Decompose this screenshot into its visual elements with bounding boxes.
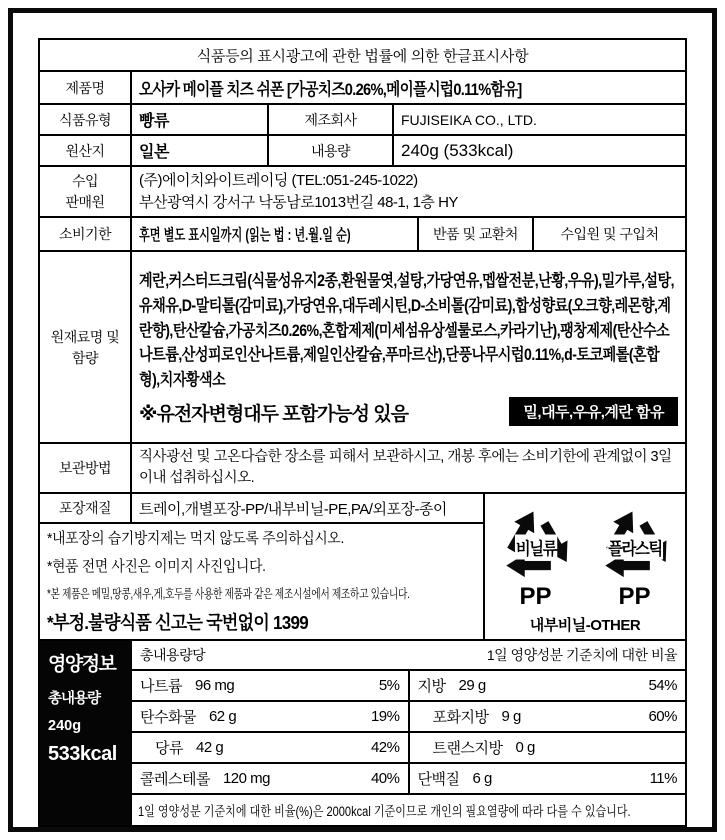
manufacturer-label: 제조회사 — [267, 105, 392, 134]
main-table — [38, 38, 687, 641]
expiry-value: 후면 별도 표시일까지 (읽는 법 : 년.월.일 순) — [139, 227, 351, 244]
manufacturer-value: FUJISEIKA CO., LTD. — [392, 105, 685, 134]
note-photo: *현품 전면 사진은 이미지 사진입니다. — [47, 558, 266, 576]
gmo-row — [139, 397, 678, 426]
recycling-code-vinyl: PP — [519, 583, 552, 611]
title-row — [40, 40, 685, 70]
bottom-left-column — [40, 494, 483, 639]
nutrient-saturated-fat: 포화지방 9 g 60% — [432, 708, 677, 727]
nutrient-cholesterol: 콜레스테롤 120 mg 40% — [132, 764, 410, 793]
packaging-value: 트레이,개별포장-PP/내부비닐-PE,PA/외포장-종이 — [130, 494, 483, 522]
bottom-row — [40, 492, 685, 639]
product-row — [40, 70, 685, 103]
ingredients-text: 계란,커스터드크림(식물성유지2종,환원물엿,설탕,가당연유,멥쌀전분,난황,우유),밀가루,설탕,유채유,D-말티톨(감미료),가당연유,대두레시틴,D-소비톨(감미료),합성향료(오크향,레몬향,계란향),탄산칼슘,가공치즈0.26%,혼합제제(미세섬유상셀룰로스,카라기난),팽창제제(탄산수소나트륨,산성피로인산나트륨,제일인산칼슘,푸마르산),단풍나무시럽0.11%,d-토코페롤(혼합형),치자황색소 — [139, 272, 675, 390]
label-content — [38, 38, 687, 827]
ingredients-cell — [130, 252, 685, 442]
food-type-row — [40, 103, 685, 134]
recycling-code-plastic: PP — [618, 583, 651, 611]
product-name-label: 제품명 — [65, 79, 105, 96]
origin-row — [40, 134, 685, 165]
recycling-triangle-icon — [587, 498, 682, 584]
nutrition-per-label: 총내용량당 — [140, 647, 206, 664]
packaging-label: 포장재질 — [58, 500, 112, 517]
gmo-notice: ※유전자변형대두 포함가능성 있음 — [139, 403, 408, 425]
importer-company: (주)에이치와이트레이딩 (TEL:051-245-1022) — [139, 172, 418, 189]
note-facility: *본 제품은 메밀,땅콩,새우,게,호두를 사용한 제품과 같은 제조시설에서 제조하고 있습니다. — [47, 586, 410, 601]
recycling-mark-vinyl — [487, 498, 584, 609]
note-report-hotline: *부정.불량식품 신고는 국번없이 1399 — [47, 611, 308, 633]
packaging-row — [40, 494, 483, 524]
recycling-triangle-icon — [488, 498, 583, 584]
nutrition-body — [132, 641, 685, 825]
nutrition-row-cholesterol-protein — [132, 764, 685, 795]
net-content-value: 240g (533kcal) — [392, 136, 685, 165]
nutrition-header: 영양정보 — [48, 654, 116, 676]
product-name-value: 오사카 메이플 치즈 쉬폰 [가공치즈0.26%,메이플시럽0.11%함유] — [139, 80, 522, 99]
nutrition-table — [38, 641, 687, 827]
recycling-material-vinyl: 비닐류 — [514, 535, 556, 560]
nutrition-total-label: 총내용량 — [48, 691, 101, 708]
purchase-source-label: 수입원 및 구입처 — [532, 218, 685, 250]
storage-row — [40, 442, 685, 492]
expiry-row — [40, 216, 685, 250]
return-exchange-label: 반품 및 교환처 — [417, 218, 532, 250]
recycling-cell — [483, 494, 685, 639]
nutrient-sodium: 나트륨 96 mg 5% — [132, 671, 410, 700]
nutrition-total-kcal: 533kcal — [48, 743, 117, 766]
importer-label-line2: 판매원 — [65, 194, 105, 210]
nutrient-trans-fat: 트랜스지방 0 g — [432, 739, 535, 758]
label-title: 식품등의 표시광고에 관한 법률에 의한 한글표시사항 — [196, 47, 529, 65]
recycling-inner-note: 내부비닐-OTHER — [529, 617, 641, 635]
label-sheet — [8, 8, 717, 832]
recycling-material-plastic: 플라스틱 — [607, 535, 663, 560]
ingredients-label — [40, 252, 130, 442]
nutrient-fat: 지방 29 g 54% — [417, 677, 677, 696]
allergen-badge: 밀,대두,우유,계란 함유 — [509, 397, 678, 426]
nutrition-sidebar — [40, 641, 132, 825]
note-desiccant: *내포장의 습기방지제는 먹지 않도록 주의하십시오. — [47, 530, 345, 548]
notes-block — [40, 524, 483, 639]
recycling-marks — [487, 498, 683, 609]
nutrition-footnote: 1일 영양성분 기준치에 대한 비율(%)은 2000kcal 기준이므로 개인의 필요열량에 따라 다를 수 있습니다. — [138, 804, 631, 820]
ingredients-row — [40, 250, 685, 442]
nutrient-protein: 단백질 6 g 11% — [417, 770, 677, 789]
storage-text: 직사광선 및 고온다습한 장소를 피해서 보관하시고, 개봉 후에는 소비기한에 관계없이 3일 이내 섭취하십시오. — [130, 444, 685, 492]
food-type-label: 식품유형 — [58, 111, 112, 128]
ingredients-label-line2: 함량 — [71, 349, 99, 366]
importer-label-line1: 수입 — [71, 173, 99, 189]
product-name-cell — [130, 72, 685, 103]
origin-label: 원산지 — [65, 142, 105, 159]
nutrition-daily-label: 1일 영양성분 기준치에 대한 비율 — [486, 647, 677, 664]
nutrition-row-sugar-transfat — [132, 733, 685, 764]
nutrition-row-sodium-fat — [132, 671, 685, 702]
expiry-label: 소비기한 — [58, 226, 112, 242]
origin-value: 일본 — [130, 136, 267, 165]
nutrition-total-amount: 240g — [48, 718, 82, 735]
recycling-mark-plastic — [586, 498, 683, 609]
expiry-value-cell — [130, 218, 417, 250]
importer-label — [40, 167, 130, 216]
storage-label: 보관방법 — [58, 460, 112, 477]
nutrient-carbohydrate: 탄수화물 62 g 19% — [132, 702, 410, 731]
importer-address: 부산광역시 강서구 낙동남로1013번길 48-1, 1층 HY — [139, 194, 458, 211]
nutrient-sugars: 당류 42 g 42% — [132, 733, 410, 762]
nutrition-row-carb-satfat — [132, 702, 685, 733]
importer-value — [130, 167, 685, 216]
importer-row — [40, 165, 685, 216]
food-type-value: 빵류 — [130, 105, 267, 134]
ingredients-label-line1: 원재료명 및 — [50, 328, 120, 345]
net-content-label: 내용량 — [267, 136, 392, 165]
nutrition-head-row — [132, 641, 685, 671]
